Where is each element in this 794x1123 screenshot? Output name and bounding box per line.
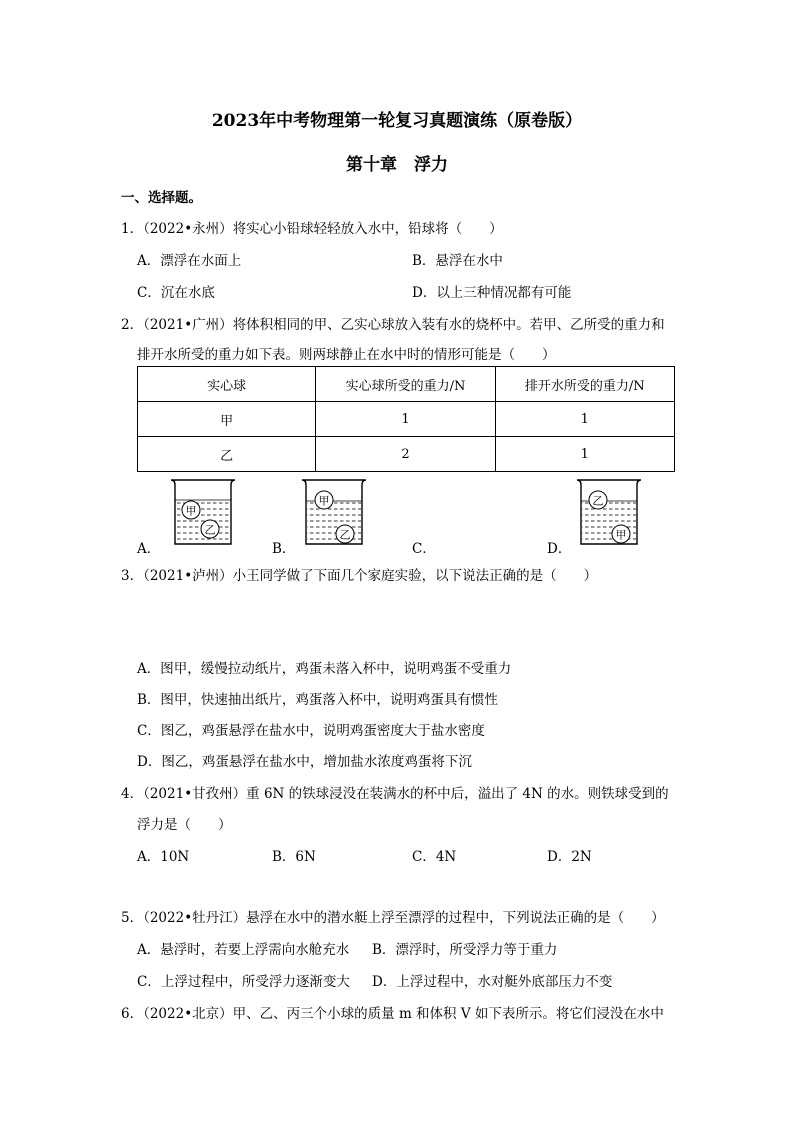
- question-1-option-b: B．悬浮在水中: [412, 253, 503, 269]
- beaker-b-figure: [298, 476, 370, 548]
- table-cell: 乙: [138, 437, 316, 472]
- question-3-option-a: A．图甲，缓慢拉动纸片，鸡蛋未落入杯中，说明鸡蛋不受重力: [137, 661, 512, 677]
- table-header-cell: 实心球: [138, 367, 316, 402]
- question-3-stem: 3．（2021•泸州）小王同学做了下面几个家庭实验，以下说法正确的是（ ）: [121, 568, 598, 584]
- beaker-d-figure: [573, 476, 645, 548]
- section-heading: 一、选择题。: [121, 190, 202, 206]
- ball-yi-label: 乙: [592, 494, 604, 508]
- question-4-option-b: B．6N: [272, 849, 316, 865]
- question-1-option-c: C．沉在水底: [137, 285, 215, 301]
- question-4-option-c: C．4N: [412, 849, 457, 865]
- question-1-option-a: A．漂浮在水面上: [137, 253, 242, 269]
- question-4-stem-line2: 浮力是（ ）: [137, 817, 232, 833]
- question-2-option-d: D．: [547, 541, 572, 557]
- question-2-stem-line2: 排开水所受的重力如下表。则两球静止在水中时的情形可能是（ ）: [137, 347, 556, 363]
- ball-jia-label: 甲: [318, 494, 330, 508]
- question-1-option-d: D．以上三种情况都有可能: [412, 285, 572, 301]
- question-6-stem: 6．（2022•北京）甲、乙、丙三个小球的质量 m 和体积 V 如下表所示。将它们浸没在水中: [121, 1006, 664, 1022]
- question-4-option-a: A．10N: [137, 849, 190, 865]
- question-2-option-c: C．: [412, 541, 436, 557]
- table-cell: 1: [316, 402, 495, 437]
- question-5-option-b: B．漂浮时，所受浮力等于重力: [372, 942, 558, 958]
- table-cell: 1: [495, 402, 674, 437]
- question-5-stem: 5．（2022•牡丹江）悬浮在水中的潜水艇上浮至漂浮的过程中，下列说法正确的是（ ）: [121, 910, 665, 926]
- table-cell: 1: [495, 437, 674, 472]
- table-cell: 甲: [138, 402, 316, 437]
- document-title: 2023年中考物理第一轮复习真题演练（原卷版）: [211, 111, 583, 131]
- question-3-option-c: C．图乙，鸡蛋悬浮在盐水中，说明鸡蛋密度大于盐水密度: [137, 723, 485, 739]
- question-3-option-d: D．图乙，鸡蛋悬浮在盐水中，增加盐水浓度鸡蛋将下沉: [137, 754, 472, 770]
- table-header-cell: 排开水所受的重力/N: [495, 367, 674, 402]
- ball-yi-label: 乙: [204, 523, 216, 537]
- question-5-option-d: D．上浮过程中，水对艇外底部压力不变: [372, 974, 613, 990]
- table-header-row: [138, 367, 675, 402]
- question-2-option-b: B．: [272, 541, 296, 557]
- question-2-stem-line1: 2．（2021•广州）将体积相同的甲、乙实心球放入装有水的烧杯中。若甲、乙所受的重力和: [121, 317, 665, 333]
- ball-yi-label: 乙: [339, 528, 351, 542]
- chapter-title: 第十章 浮力: [346, 155, 448, 175]
- question-2-option-a: A．: [137, 541, 161, 557]
- table-row: [138, 437, 675, 472]
- ball-jia-label: 甲: [615, 528, 627, 542]
- ball-jia-label: 甲: [185, 504, 197, 518]
- question-1-stem: 1．（2022•永州）将实心小铅球轻轻放入水中，铅球将（ ）: [121, 221, 503, 237]
- question-4-stem-line1: 4．（2021•甘孜州）重 6N 的铁球浸没在装满水的杯中后，溢出了 4N 的水。则铁球受到的: [121, 786, 669, 802]
- beaker-a-figure: [165, 476, 241, 548]
- table-row: [138, 402, 675, 437]
- question-4-option-d: D．2N: [547, 849, 592, 865]
- table-cell: 2: [316, 437, 495, 472]
- table-header-cell: 实心球所受的重力/N: [316, 367, 495, 402]
- question-5-option-c: C．上浮过程中，所受浮力逐渐变大: [137, 974, 350, 990]
- question-2-table: [137, 366, 675, 472]
- question-3-option-b: B．图甲，快速抽出纸片，鸡蛋落入杯中，说明鸡蛋具有惯性: [137, 692, 498, 708]
- question-5-option-a: A．悬浮时，若要上浮需向水舱充水: [137, 942, 350, 958]
